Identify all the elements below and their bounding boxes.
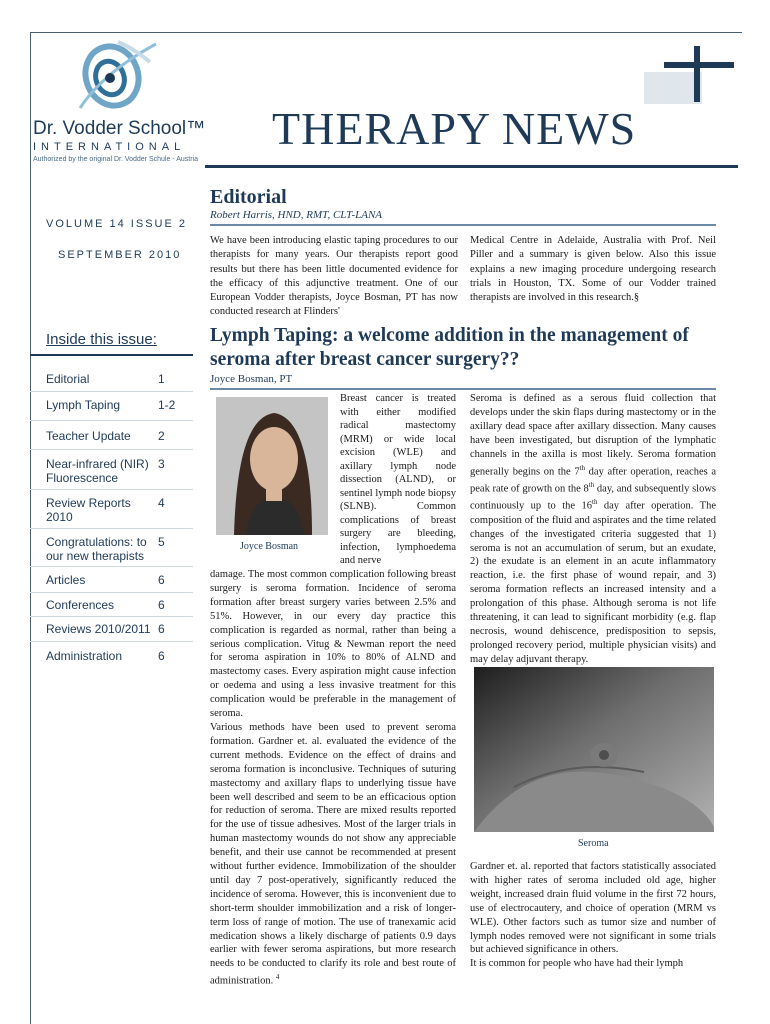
ordinal-sup: th (592, 498, 598, 507)
editorial-column-2: Medical Centre in Adelaide, Australia with Prof. Neil Piller and a summary is given below. Also this issue explains a new imaging procedure undergoing research trials in Houston, TX. Some of our Vodder trained therapists are involved in this research.§ (470, 235, 716, 304)
editorial-heading: Editorial (210, 186, 287, 208)
toc-item-page: 4 (158, 496, 165, 510)
toc-item-label[interactable]: Conferences (46, 598, 115, 612)
toc-divider (30, 592, 193, 593)
seroma-caption: Seroma (578, 838, 609, 849)
corner-decoration-vertical (694, 46, 700, 102)
author-photo-caption: Joyce Bosman (240, 541, 299, 552)
toc-divider (30, 489, 193, 490)
toc-item-page: 2 (158, 429, 165, 443)
author-photo (216, 397, 328, 535)
editorial-column-1: We have been introducing elastic taping procedures to our therapists for many years. Our therapists report good results but there has been little documented evidence for the efficacy of this adjunctive treatment. One of our European Vodder therapists, Joyce Bosman, PT has now conducted research at Flinders' (210, 235, 458, 318)
toc-item-page: 6 (158, 622, 165, 636)
toc-divider (30, 420, 193, 421)
article-rule (210, 388, 716, 390)
toc-divider (30, 528, 193, 529)
vodder-logo-icon (70, 38, 160, 118)
volume-issue: VOLUME 14 ISSUE 2 (46, 218, 187, 230)
issue-date: SEPTEMBER 2010 (58, 249, 182, 261)
logo-authorized-text: Authorized by the original Dr. Vodder Schule - Austria (33, 156, 198, 163)
col2-text-a: Seroma is defined as a serous fluid collection that develops under the skin flaps during mastectomy or in the axillary dead space after axillary dissection. Many causes have been investigated, but disruption of the lymphatic channels in the axilla is most likely. Seroma formation generally begins on the 7 (470, 393, 716, 478)
toc-item-page: 1 (158, 372, 165, 386)
toc-divider (30, 391, 193, 392)
logo-school-name: Dr. Vodder School™ (33, 118, 206, 139)
reference-mark: 4 (275, 973, 280, 982)
page-frame-top (30, 32, 742, 33)
col2-text-c: day, and subsequently slows continuously up to the 16 (470, 483, 716, 512)
toc-item-page: 6 (158, 649, 165, 663)
header-rule (205, 165, 738, 168)
toc-item-label[interactable]: Near-infrared (NIR) Fluorescence (46, 457, 149, 485)
ordinal-sup: th (579, 463, 586, 472)
article-col1-p1: damage. The most common complication following breast surgery is seroma formation. Incidence of seroma formation after breast surgery varies between 2.5% and 51%. However, in our every day practice this complication is regarded as normal, rather than being a serious complication. Vitug & Newman report the need for seroma aspiration in 10% to 80% of ALND and mastectomy cases. Every aspiration might cause infection or oedema and using a less invasive treatment for this complication would be preferable in the management of seroma. (210, 569, 456, 720)
article-heading-line-2: seroma after breast cancer surgery?? (210, 349, 520, 370)
editorial-byline: Robert Harris, HND, RMT, CLT-LANA (210, 209, 383, 221)
newsletter-title: THERAPY NEWS (272, 103, 637, 154)
article-byline: Joyce Bosman, PT (210, 373, 293, 385)
article-col2-p1 (470, 392, 716, 667)
toc-item-page: 3 (158, 457, 165, 471)
toc-item-label[interactable]: Administration (46, 649, 123, 663)
toc-divider (30, 566, 193, 567)
article-col2-p2 (470, 860, 716, 971)
toc-item-label[interactable]: Articles (46, 573, 86, 587)
toc-divider (30, 641, 193, 642)
corner-decoration-horizontal (664, 62, 734, 68)
toc-item-page: 5 (158, 535, 165, 549)
toc-item-label[interactable]: Teacher Update (46, 429, 131, 443)
article-col1-body (210, 568, 456, 989)
toc-item-label[interactable]: Congratulations: to our new therapists (46, 535, 147, 563)
toc-item-label[interactable]: Reviews 2010/2011 (46, 622, 151, 636)
ordinal-sup: th (588, 480, 595, 489)
inside-rule (30, 354, 193, 356)
article-col1-wrap: Breast cancer is treated with either modified radical mastectomy (MRM) or wide local excision (WLE) and axillary lymph node dissection (ALND), or sentinel lymph node biopsy (SLNB). Common complications of breast surgery are bleeding, infection, lymphoedema and nerve (340, 393, 456, 566)
toc-item-page: 1-2 (158, 398, 176, 412)
article-col1-p2: Various methods have been used to prevent seroma formation. Gardner et. al. evaluated the evidence of the current methods. Evidence on the effect of drains and seroma formation is inconclusive. Techniques of suturing mastectomy and axillary flaps to underlying tissue have been well described and seem to be an efficacious option for reduction of seroma. There are mixed results reported for the use of tissue adhesives. Most of the larger trials in human mastectomy wounds do not show any appreciable benefit, and their use cannot be recommended at present without further evidence. Immobilization of the shoulder until day 7 post-operatively, significantly reduced the incidence of seroma. However, this is inconvenient due to short-term shoulder immobilization and a risk of longer-term loss of range of motion. The use of tranexamic acid medication shows a likely discharge of patients 0.9 days earlier with fewer seroma aspirations, but more research needs to be conducted to clarify its role and best route of administration. (210, 721, 456, 987)
toc-item-label[interactable]: Review Reports 2010 (46, 496, 131, 524)
toc-divider (30, 449, 193, 450)
col2-text-b: day after operation, reaches a peak rate of growth on the 8 (470, 466, 716, 495)
editorial-rule (210, 224, 716, 226)
toc-divider (30, 616, 193, 617)
col2-p2-text: Gardner et. al. reported that factors statistically associated with higher rates of seroma included old age, higher weight, increased drain fluid volume in the first 72 hours, use of electrocautery, and choice of operation (MRM vs WLE). Other factors such as tumor size and number of lymph nodes removed were not significant in some trials but achieved significance in others. (470, 861, 716, 956)
col2-p3-text: It is common for people who have had their lymph (470, 958, 684, 970)
inside-this-issue-heading: Inside this issue: (46, 331, 157, 348)
logo-international: INTERNATIONAL (33, 141, 186, 153)
article-heading (210, 324, 730, 372)
col2-text-d: day after operation. The composition of the fluid and aspirates and the time related changes of the investigated criteria suggested that 1) seroma is not an accumulation of serum, but an exudate, 2) the exudate is an element in an acute inflammatory reaction, i.e. the first phase of wound repair, and 3) seroma formation reflects an increased intensity and a prolongation of this phase. Although seroma is not life threatening, it can lead to significant morbidity (e.g. flap necrosis, wound dehiscence, predisposition to sepsis, prolonged recovery period, multiple physician visits) and may delay adjuvant therapy. (470, 500, 716, 665)
seroma-photo (474, 667, 714, 832)
toc-item-page: 6 (158, 598, 165, 612)
toc-item-label[interactable]: Editorial (46, 372, 90, 386)
article-heading-line-1: Lymph Taping: a welcome addition in the management of (210, 325, 689, 346)
toc-item-label[interactable]: Lymph Taping (46, 398, 121, 412)
toc-item-page: 6 (158, 573, 165, 587)
